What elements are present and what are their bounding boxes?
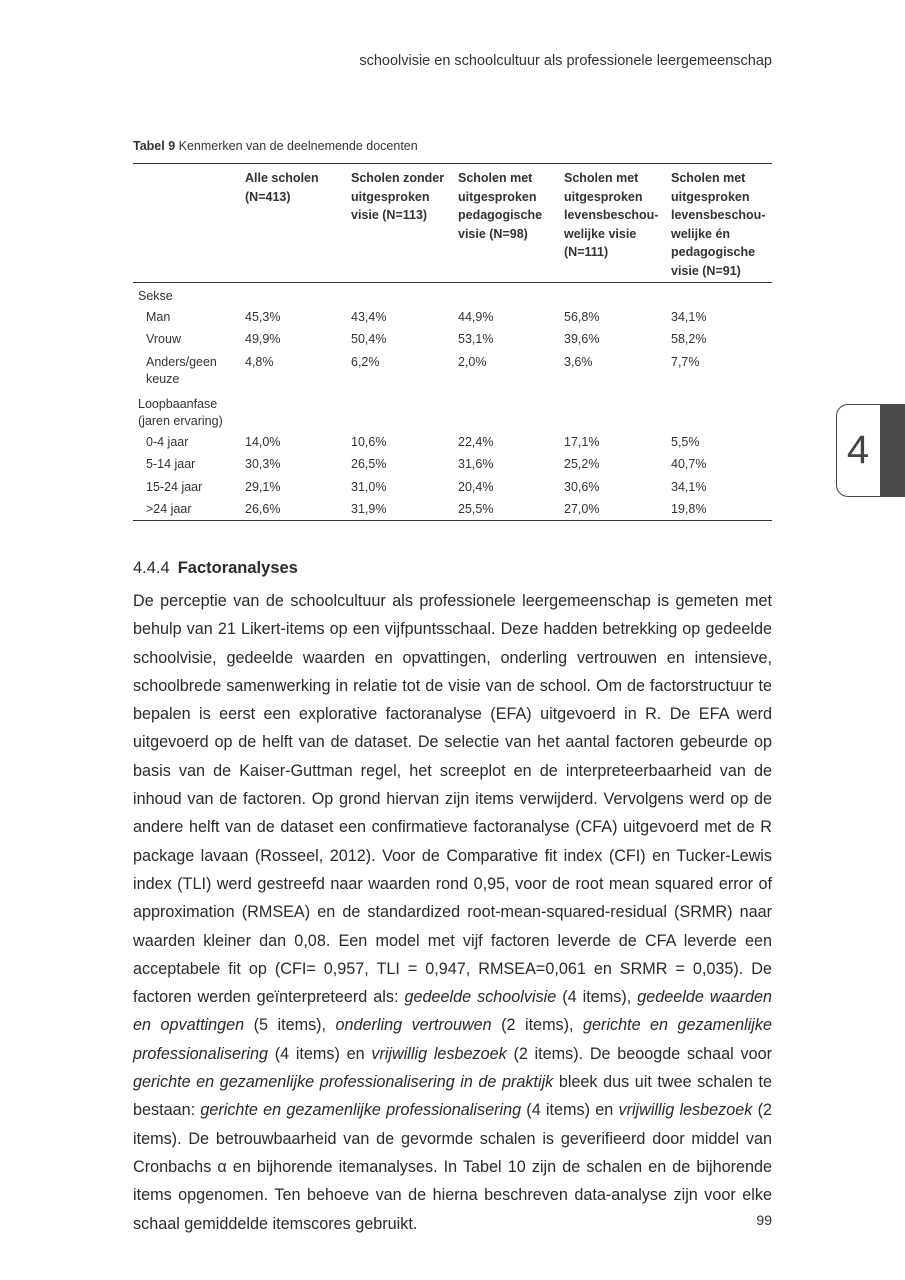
table-cell: 27,0% [559, 498, 666, 520]
table-row-label: >24 jaar [133, 498, 240, 520]
table-cell: 58,2% [671, 332, 707, 346]
table-row [133, 351, 772, 391]
body-text-italic-run: gedeelde waarden en opvattingen [133, 988, 772, 1035]
body-paragraph [133, 587, 772, 1238]
table-empty-cell [453, 391, 559, 431]
table-cell: 17,1% [564, 434, 600, 449]
table-cell: 44,9% [458, 309, 494, 324]
table-cell: 50,4% [351, 332, 387, 346]
table-cell: 56,8% [564, 309, 600, 324]
characteristics-table [133, 163, 772, 521]
table-cell: 7,7% [671, 354, 700, 369]
table-cell: 5,5% [671, 434, 700, 449]
table-cell: 43,4% [351, 309, 387, 324]
body-text-run: (4 items), [556, 988, 638, 1007]
body-text-run: (4 items) en [521, 1101, 619, 1120]
table-cell: 31,6% [458, 457, 494, 471]
table-cell: 26,6% [240, 498, 346, 520]
table-row-label: Vrouw [146, 332, 181, 346]
body-text-run: bleek dus uit twee schalen te bestaan: [133, 1073, 772, 1120]
table-section-label: Loopbaanfase (jaren ervaring) [138, 396, 223, 428]
table-cell: 25,2% [564, 457, 600, 471]
table-cell: 30,6% [564, 479, 600, 494]
chapter-tab-bar [880, 404, 905, 497]
table-body [133, 283, 772, 521]
table-row-label: 0-4 jaar [146, 434, 189, 449]
table-cell: 3,6% [564, 354, 593, 369]
table-empty-cell [666, 391, 772, 431]
table-cell: 30,3% [245, 457, 281, 471]
table-row [133, 431, 772, 454]
table-cell: 2,0% [458, 354, 487, 369]
table-cell: 14,0% [245, 434, 281, 449]
body-text-run: De perceptie van de schoolcultuur als professionele leergemeenschap is gemeten met behulp van 21 Likert-items op een vijfpuntsschaal. Deze hadden betrekking op gedeelde schoolvisie, gedeelde waarden en opvattingen, onderling vertrouwen en intensieve, schoolbrede samenwerking in relatie tot de visie van de school. Om de factorstructuur te bepalen is eerst een explorative factoranalyse (EFA) uitgevoerd in R. De EFA werd uitgevoerd op de helft van de dataset. De selectie van het aantal factoren gebeurde op basis van de Kaiser-Guttman regel, het screeplot en de interpreteerbaarheid van de inhoud van de factoren. Op grond hiervan zijn items verwijderd. Vervolgens werd op de andere helft van de dataset een confirmatieve factoranalyse (CFA) uitgevoerd met de R package lavaan (Rosseel, 2012). Voor de Comparative fit index (CFI) en Tucker-Lewis index (TLI) werd gestreefd naar waarden rond 0,95, voor de root mean squared error of approximation (RMSEA) en de standardized root-mean-squared-residual (SRMR) naar waarden kleiner dan 0,08. Een model met vijf factoren leverde de CFA leverde een acceptabele fit op (CFI= 0,957, TLI = 0,947, RMSEA=0,061 en SRMR = 0,035). De factoren werden geïnterpreteerd als: [133, 592, 772, 1007]
table-cell: 19,8% [666, 498, 772, 520]
chapter-number: 4 [846, 428, 870, 472]
table-row [133, 306, 772, 329]
table-empty-cell [559, 391, 666, 431]
table-empty-cell [453, 283, 559, 306]
section-number: 4.4.4 [133, 559, 170, 577]
body-text-run: (5 items), [244, 1016, 336, 1035]
body-text-italic-run: vrijwillig lesbezoek [618, 1101, 753, 1120]
table-empty-cell [346, 391, 453, 431]
table-row-label: 5-14 jaar [146, 457, 196, 471]
chapter-tab [836, 404, 905, 497]
table-row-label: Anders/geen keuze [146, 354, 217, 386]
table-section-row [133, 391, 772, 431]
table-cell: 29,1% [245, 479, 281, 494]
section-heading [133, 559, 298, 578]
table-row-label: Man [146, 309, 171, 324]
table-header-row [133, 164, 772, 283]
table-section-row [133, 283, 772, 306]
body-text-run: (2 items), [491, 1016, 583, 1035]
table-cell: 20,4% [458, 479, 494, 494]
table-caption-text: Kenmerken van de deelnemende docenten [175, 139, 418, 153]
body-text-italic-run: gerichte en gezamenlijke professionalisering [133, 1016, 772, 1063]
table-cell: 39,6% [564, 332, 600, 346]
table-header-cell [133, 164, 240, 283]
table-empty-cell [346, 283, 453, 306]
table-cell: 10,6% [351, 434, 387, 449]
table-cell: 26,5% [351, 457, 387, 471]
table-row [133, 328, 772, 351]
table-section-label: Sekse [138, 289, 173, 303]
table-caption [133, 139, 418, 153]
body-text-run: (2 items). De betrouwbaarheid van de gevormde schalen is geverifieerd door middel van Cronbachs α en bijhorende itemanalyses. In Tabel 10 zijn de schalen en de bijhorende items opgenomen. Ten behoeve van de hierna beschreven data-analyse zijn voor elke schaal gemiddelde itemscores gebruikt. [133, 1101, 772, 1233]
table-cell: 49,9% [245, 332, 281, 346]
table-cell: 4,8% [245, 354, 274, 369]
table-empty-cell [240, 391, 346, 431]
table-header-cell: Scholen met uitgesproken pedagogische visie (N=98) [453, 164, 559, 283]
table-header-cell: Scholen zonder uitgesproken visie (N=113) [346, 164, 453, 283]
body-text-italic-run: vrijwillig lesbezoek [371, 1044, 507, 1063]
body-text-italic-run: onderling vertrouwen [335, 1016, 492, 1035]
table-cell: 34,1% [671, 479, 707, 494]
table-empty-cell [559, 283, 666, 306]
body-text-italic-run: gerichte en gezamenlijke professionalisering [200, 1101, 522, 1120]
table-row [133, 476, 772, 499]
table-row [133, 498, 772, 520]
table-cell: 31,0% [351, 479, 387, 494]
page-number: 99 [756, 1212, 772, 1228]
table-row [133, 453, 772, 476]
table-cell: 40,7% [671, 457, 707, 471]
body-text-run: (2 items). De beoogde schaal voor [506, 1044, 772, 1063]
section-title: Factoranalyses [177, 559, 298, 577]
table-cell: 22,4% [458, 434, 494, 449]
table-cell: 6,2% [351, 354, 380, 369]
table-header-cell: Alle scholen (N=413) [240, 164, 346, 283]
table-caption-label: Tabel 9 [133, 139, 176, 153]
table-cell: 31,9% [346, 498, 453, 520]
table-cell: 34,1% [671, 309, 707, 324]
running-header: schoolvisie en schoolcultuur als professionele leergemeenschap [359, 53, 772, 69]
table-cell: 25,5% [453, 498, 559, 520]
table-header-cell: Scholen met uitgesproken levensbeschou-welijke én pedagogische visie (N=91) [666, 164, 772, 283]
body-text-run: (4 items) en [267, 1044, 372, 1063]
table-row-label: 15-24 jaar [146, 479, 203, 494]
table-header-cell: Scholen met uitgesproken levensbeschou-welijke visie (N=111) [559, 164, 666, 283]
body-text-italic-run: gerichte en gezamenlijke professionalisering in de praktijk [133, 1073, 554, 1092]
table-cell: 53,1% [458, 332, 494, 346]
table-empty-cell [240, 283, 346, 306]
table-cell: 45,3% [245, 309, 281, 324]
table-empty-cell [666, 283, 772, 306]
body-text-italic-run: gedeelde schoolvisie [404, 988, 557, 1007]
